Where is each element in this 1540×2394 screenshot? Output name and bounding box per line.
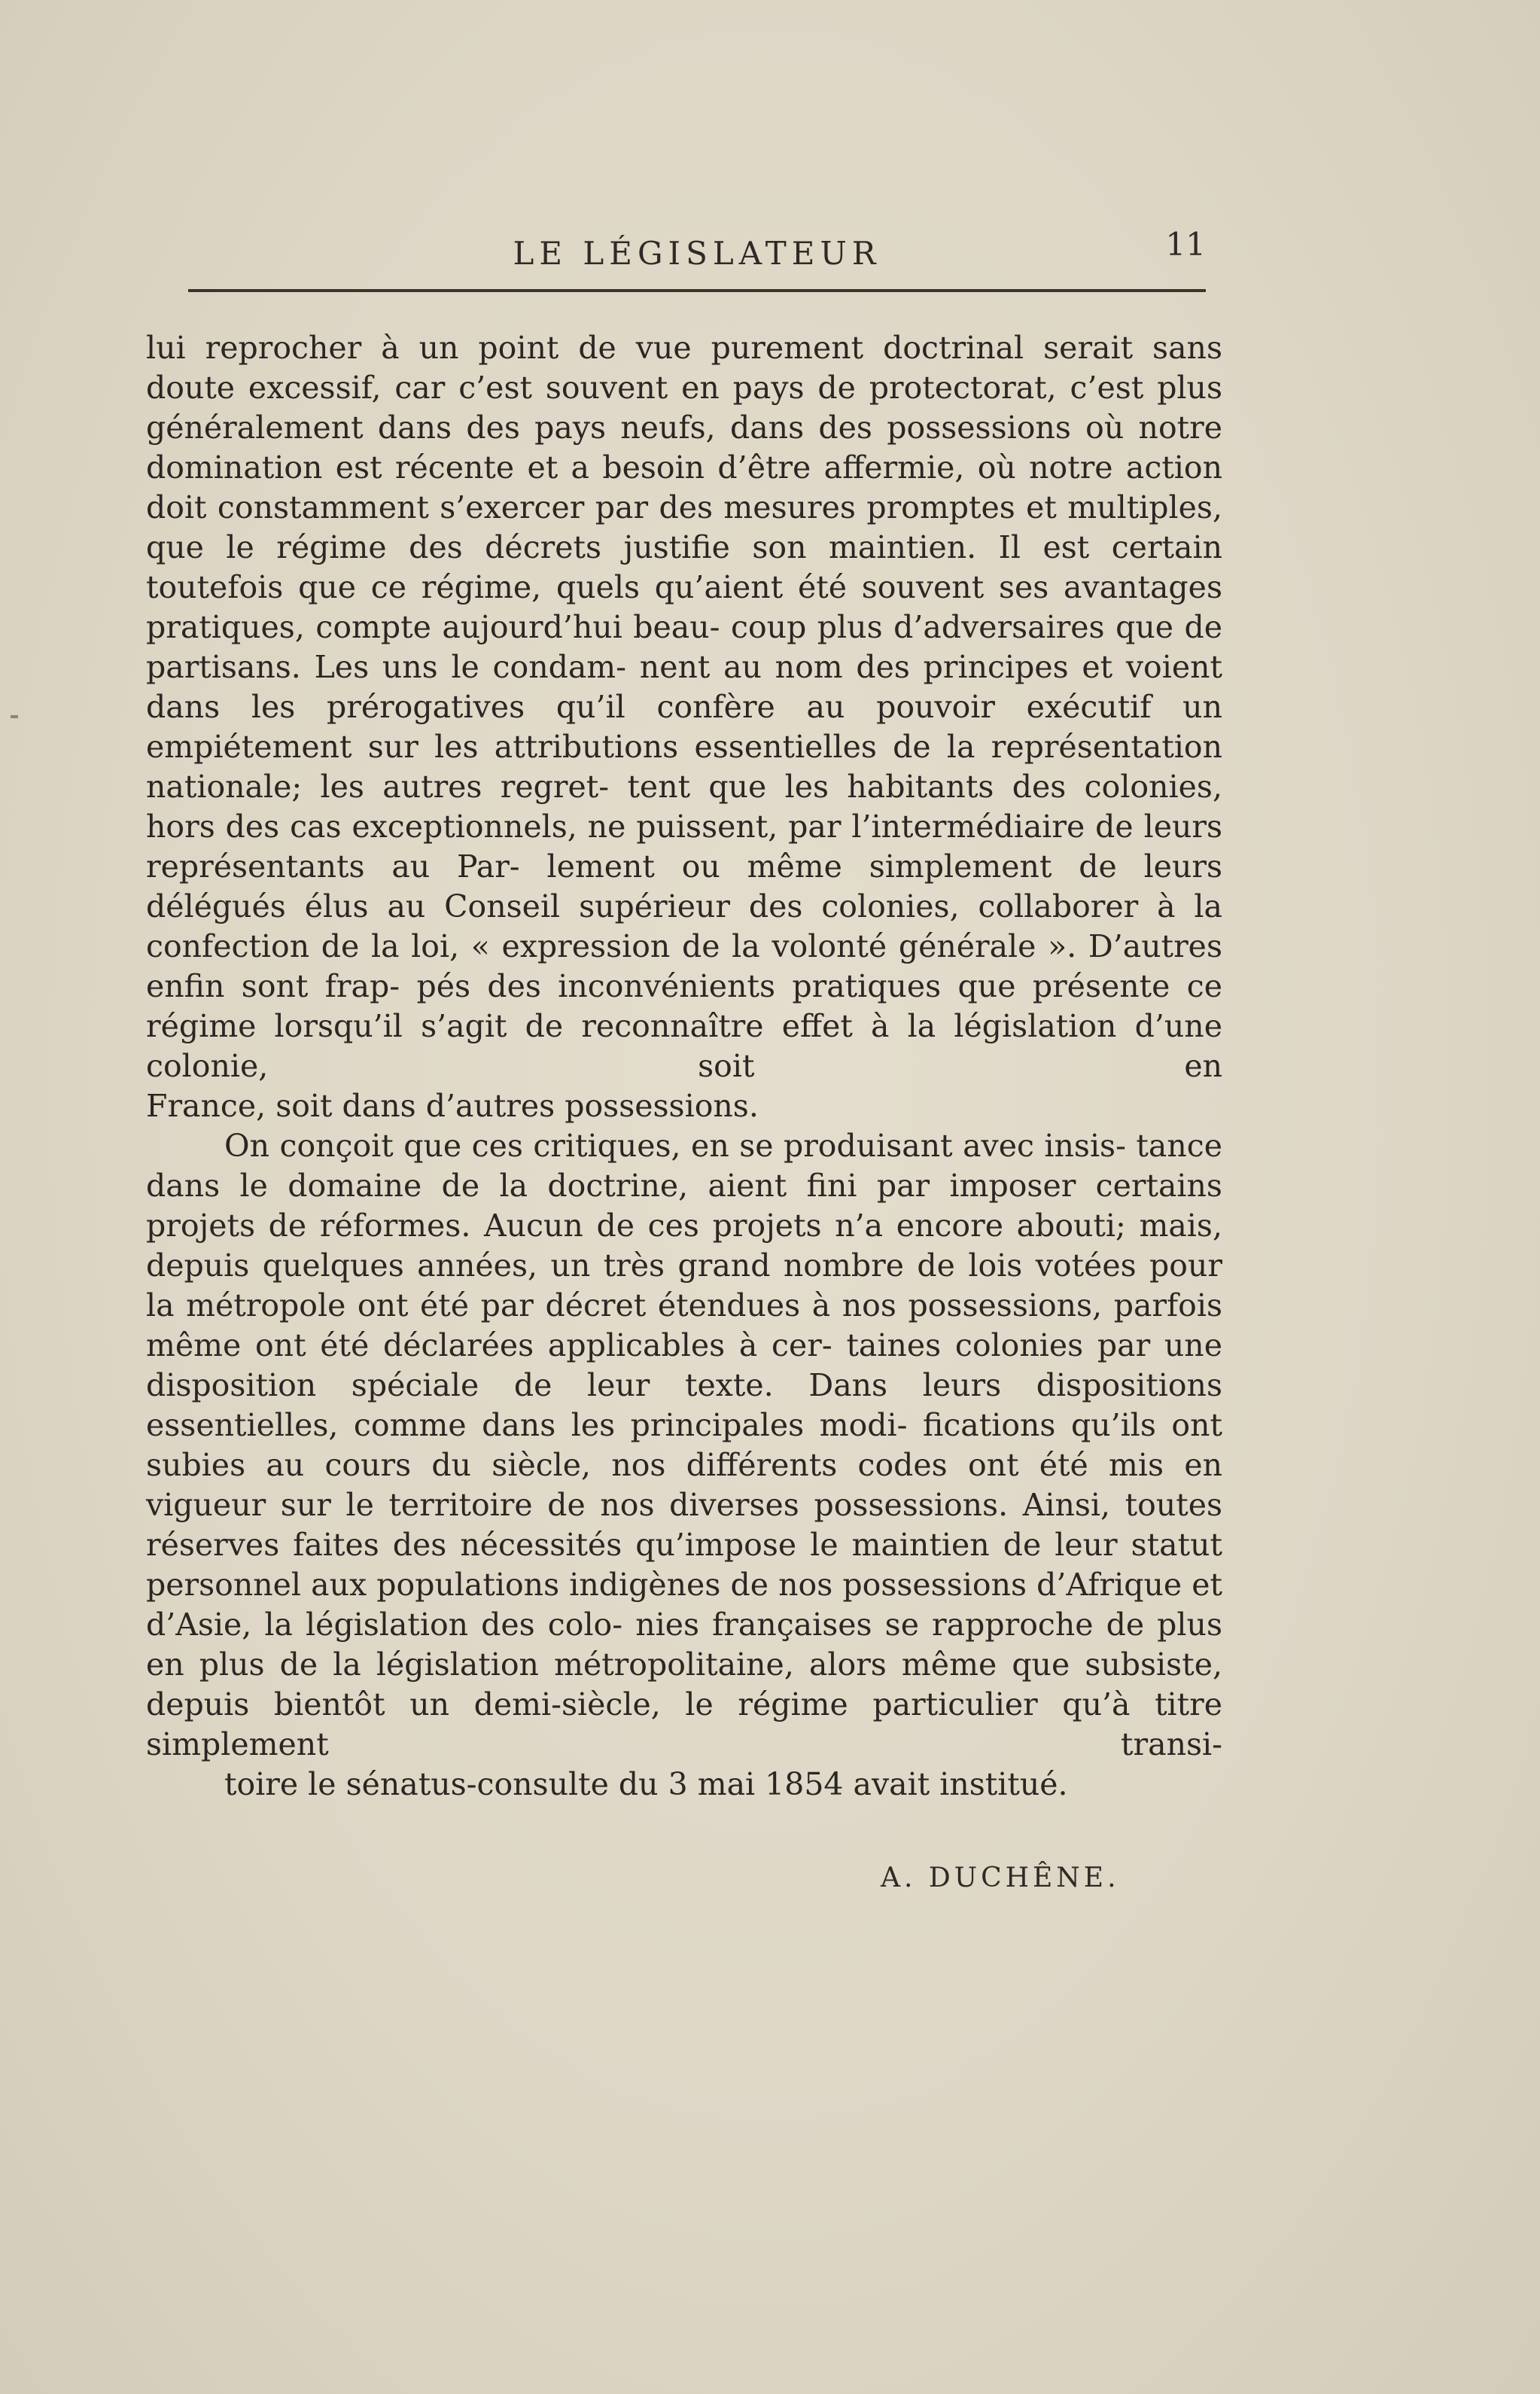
paragraph-1 — [146, 328, 1222, 1126]
text-line: plus généralement dans des pays neufs, dans des possessions — [146, 370, 1222, 446]
text-line: nies françaises se rapproche de plus en plus de la législation — [146, 1607, 1222, 1683]
text-line: lement ou même simplement de leurs délégués élus au Conseil — [146, 848, 1222, 924]
text-line: On conçoit que ces critiques, en se produisant avec insis- — [224, 1128, 1126, 1164]
text-line: doute excessif, car c’est souvent en pays de protectorat, c’est — [146, 370, 1144, 406]
text-line: possessions. Ainsi, toutes réserves faites des nécessités qu’impose — [146, 1487, 1223, 1563]
text-line: maintien. Il est certain toutefois que ce régime, quels qu’aient — [146, 529, 1222, 605]
text-line: ne puissent, par l’intermédiaire de leurs représentants au Par- — [146, 809, 1222, 885]
running-title: LE LÉGISLATEUR — [513, 235, 881, 272]
text-line: été souvent ses avantages pratiques, compte aujourd’hui beau- — [146, 569, 1222, 645]
running-header — [188, 226, 1206, 294]
text-line: leurs dispositions essentielles, comme dans les principales modi- — [146, 1367, 1222, 1443]
author-signature: A. DUCHÊNE. — [881, 1863, 1120, 1893]
text-line: abouti; mais, depuis quelques années, un très grand nombre de — [146, 1208, 1222, 1284]
text-line: métropolitaine, alors même que subsiste, depuis bientôt un — [146, 1646, 1222, 1722]
margin-mark — [11, 715, 18, 718]
text-line: notre action doit constamment s’exercer par des mesures — [146, 449, 1222, 525]
text-line: possessions, parfois même ont été déclarées applicables à cer- — [146, 1287, 1222, 1363]
text-line: taines colonies par une disposition spéciale de leur texte. Dans — [146, 1327, 1222, 1403]
text-line: coup plus d’adversaires que de partisans. Les uns le condam- — [146, 609, 1222, 685]
header-rule — [188, 289, 1206, 292]
text-line: codes ont été mis en vigueur sur le territoire de nos diverses — [146, 1447, 1222, 1523]
text-line: nent au nom des principes et voient dans les prérogatives qu’il — [146, 649, 1222, 725]
text-line: pés des inconvénients pratiques que présente ce régime lorsqu’il — [146, 968, 1222, 1044]
text-line-last: France, soit dans d’autres possessions. — [146, 1088, 759, 1124]
text-line: lois votées pour la métropole ont été par décret étendues à nos — [146, 1247, 1222, 1323]
text-line: supérieur des colonies, collaborer à la confection de la loi, — [146, 888, 1222, 964]
text-line: fications qu’ils ont subies au cours du siècle, nos différents — [146, 1407, 1222, 1483]
text-line: confère au pouvoir exécutif un empiétement sur les attributions — [146, 689, 1222, 765]
text-line: lui reprocher à un point de vue purement doctrinal serait sans — [146, 330, 1222, 366]
text-line: certains projets de réformes. Aucun de ces projets n’a encore — [146, 1168, 1222, 1244]
text-line: tent que les habitants des colonies, hors des cas exceptionnels, — [146, 769, 1222, 845]
text-line: s’agit de reconnaître effet à la législation d’une colonie, soit en — [146, 1008, 1222, 1084]
text-line: « expression de la volonté générale ». D’autres enfin sont frap- — [146, 928, 1222, 1004]
paragraph-2 — [146, 1126, 1222, 1805]
text-line: demi-siècle, le régime particulier qu’à titre simplement transi- — [146, 1686, 1223, 1762]
text-line: où notre domination est récente et a besoin d’être affermie, où — [146, 410, 1222, 486]
page-number: 11 — [1165, 226, 1206, 263]
text-line: de nos possessions d’Afrique et d’Asie, la législation des colo- — [146, 1567, 1222, 1643]
text-line-last: toire le sénatus-consulte du 3 mai 1854 avait institué. — [224, 1766, 1068, 1802]
text-line: essentielles de la représentation nationale; les autres regret- — [146, 729, 1222, 805]
body-text — [146, 328, 1222, 1805]
text-line: tance dans le domaine de la doctrine, aient fini par imposer — [146, 1128, 1222, 1204]
text-line: le maintien de leur statut personnel aux populations indigènes — [146, 1527, 1222, 1603]
text-line: promptes et multiples, que le régime des décrets justifie son — [146, 489, 1222, 565]
